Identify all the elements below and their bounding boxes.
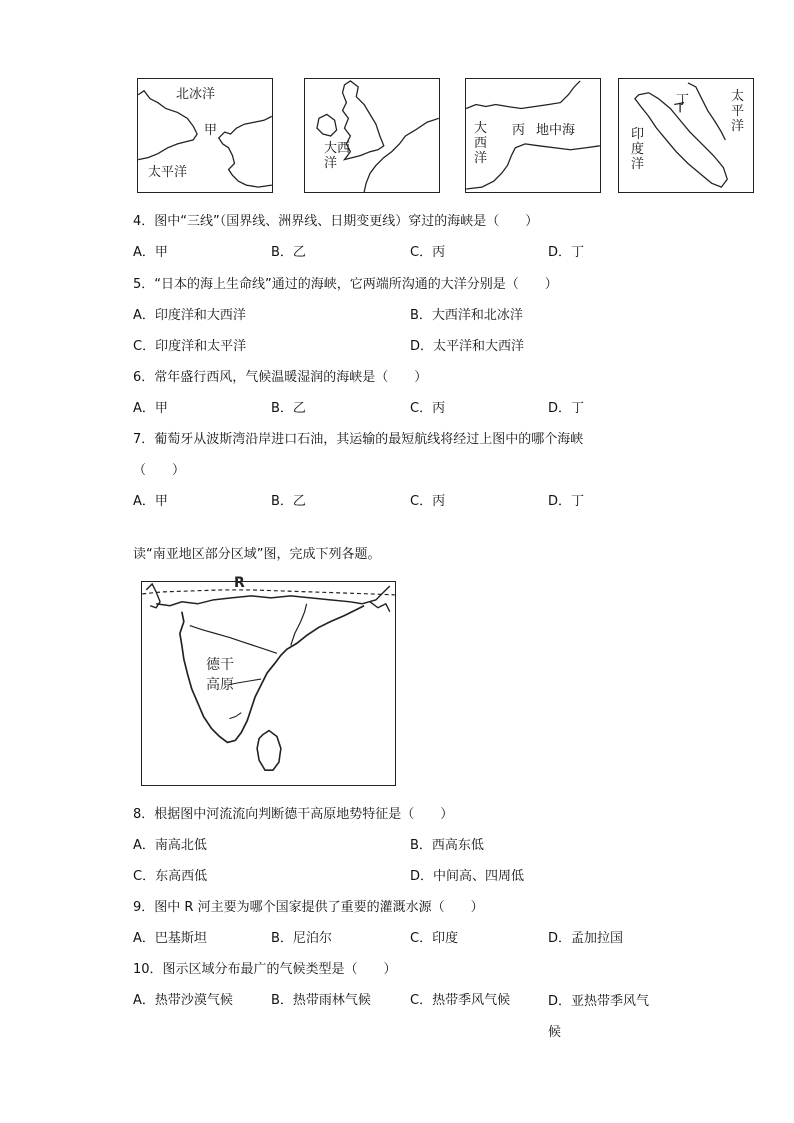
label-river-r: R [234,575,245,591]
south-asia-outline [142,582,395,785]
question-8-stem: 8．根据图中河流流向判断德干高原地势特征是（ ） [133,807,454,822]
label-deccan-2: 高原 [206,677,234,693]
question-6-stem: 6．常年盛行西风，气候温暖湿润的海峡是（ ） [133,370,428,385]
q4-option-a[interactable]: A．甲 [133,245,168,260]
label-strait-jia: 甲 [204,123,218,138]
q9-option-b[interactable]: B．尼泊尔 [271,931,332,946]
question-7-stem: 7．葡萄牙从波斯湾沿岸进口石油，其运输的最短航线将经过上图中的哪个海峡 [133,432,584,447]
q6-option-c[interactable]: C．丙 [410,401,446,416]
map-dover-strait [304,78,440,193]
label-pacific: 太平洋 [731,89,745,134]
q6-option-a[interactable]: A．甲 [133,401,168,416]
q4-option-d[interactable]: D．丁 [548,245,585,260]
map-malacca-strait [618,78,754,193]
q7-option-c[interactable]: C．丙 [410,494,446,509]
map-bering-strait [137,78,273,193]
label-atlantic: 大西洋 [474,121,488,166]
label-mediterranean: 地中海 [536,123,576,138]
q7-option-b[interactable]: B．乙 [271,494,306,509]
q6-option-d[interactable]: D．丁 [548,401,585,416]
q10-option-b[interactable]: B．热带雨林气候 [271,993,371,1008]
q8-option-a[interactable]: A．南高北低 [133,838,207,853]
q5-option-d[interactable]: D．太平洋和大西洋 [410,339,525,354]
q8-option-c[interactable]: C．东高西低 [133,869,208,884]
q8-option-b[interactable]: B．西高东低 [410,838,484,853]
label-deccan-1: 德干 [206,657,234,673]
q10-option-d[interactable]: D．亚热带季风气候 [548,994,650,1040]
q9-option-c[interactable]: C．印度 [410,931,459,946]
label-pacific-ocean: 太平洋 [148,165,188,180]
label-arctic-ocean: 北冰洋 [176,87,216,102]
q6-option-b[interactable]: B．乙 [271,401,306,416]
label-atlantic-ocean: 大西洋 [324,141,351,171]
q10-option-a[interactable]: A．热带沙漠气候 [133,993,233,1008]
label-indian-ocean: 印度洋 [631,127,645,172]
question-7-stem-cont: （ ） [133,463,186,478]
q7-option-d[interactable]: D．丁 [548,494,585,509]
map-yi-outline [305,79,439,192]
question-4-stem: 4．图中“三线”（国界线、洲界线、日期变更线）穿过的海峡是（ ） [133,214,539,229]
q4-option-b[interactable]: B．乙 [271,245,306,260]
q9-option-a[interactable]: A．巴基斯坦 [133,931,207,946]
question-5-stem: 5．“日本的海上生命线”通过的海峡，它两端所沟通的大洋分别是（ ） [133,277,558,292]
label-strait-ding: 丁 [676,93,690,108]
q5-option-b[interactable]: B．大西洋和北冰洋 [410,308,523,323]
q7-option-a[interactable]: A．甲 [133,494,168,509]
map-gibraltar-strait [465,78,601,193]
south-asia-map [141,575,396,786]
section2-intro: 读“南亚地区部分区域”图，完成下列各题。 [133,547,381,562]
q9-option-d[interactable]: D．孟加拉国 [548,931,624,946]
q4-option-c[interactable]: C．丙 [410,245,446,260]
question-10-stem: 10．图示区域分布最广的气候类型是（ ） [133,962,397,977]
q5-option-a[interactable]: A．印度洋和大西洋 [133,308,246,323]
label-strait-bing: 丙 [512,123,526,138]
q10-option-c[interactable]: C．热带季风气候 [410,993,511,1008]
q5-option-c[interactable]: C．印度洋和太平洋 [133,339,247,354]
question-9-stem: 9．图中 R 河主要为哪个国家提供了重要的灌溉水源（ ） [133,900,484,915]
q8-option-d[interactable]: D．中间高、四周低 [410,869,525,884]
